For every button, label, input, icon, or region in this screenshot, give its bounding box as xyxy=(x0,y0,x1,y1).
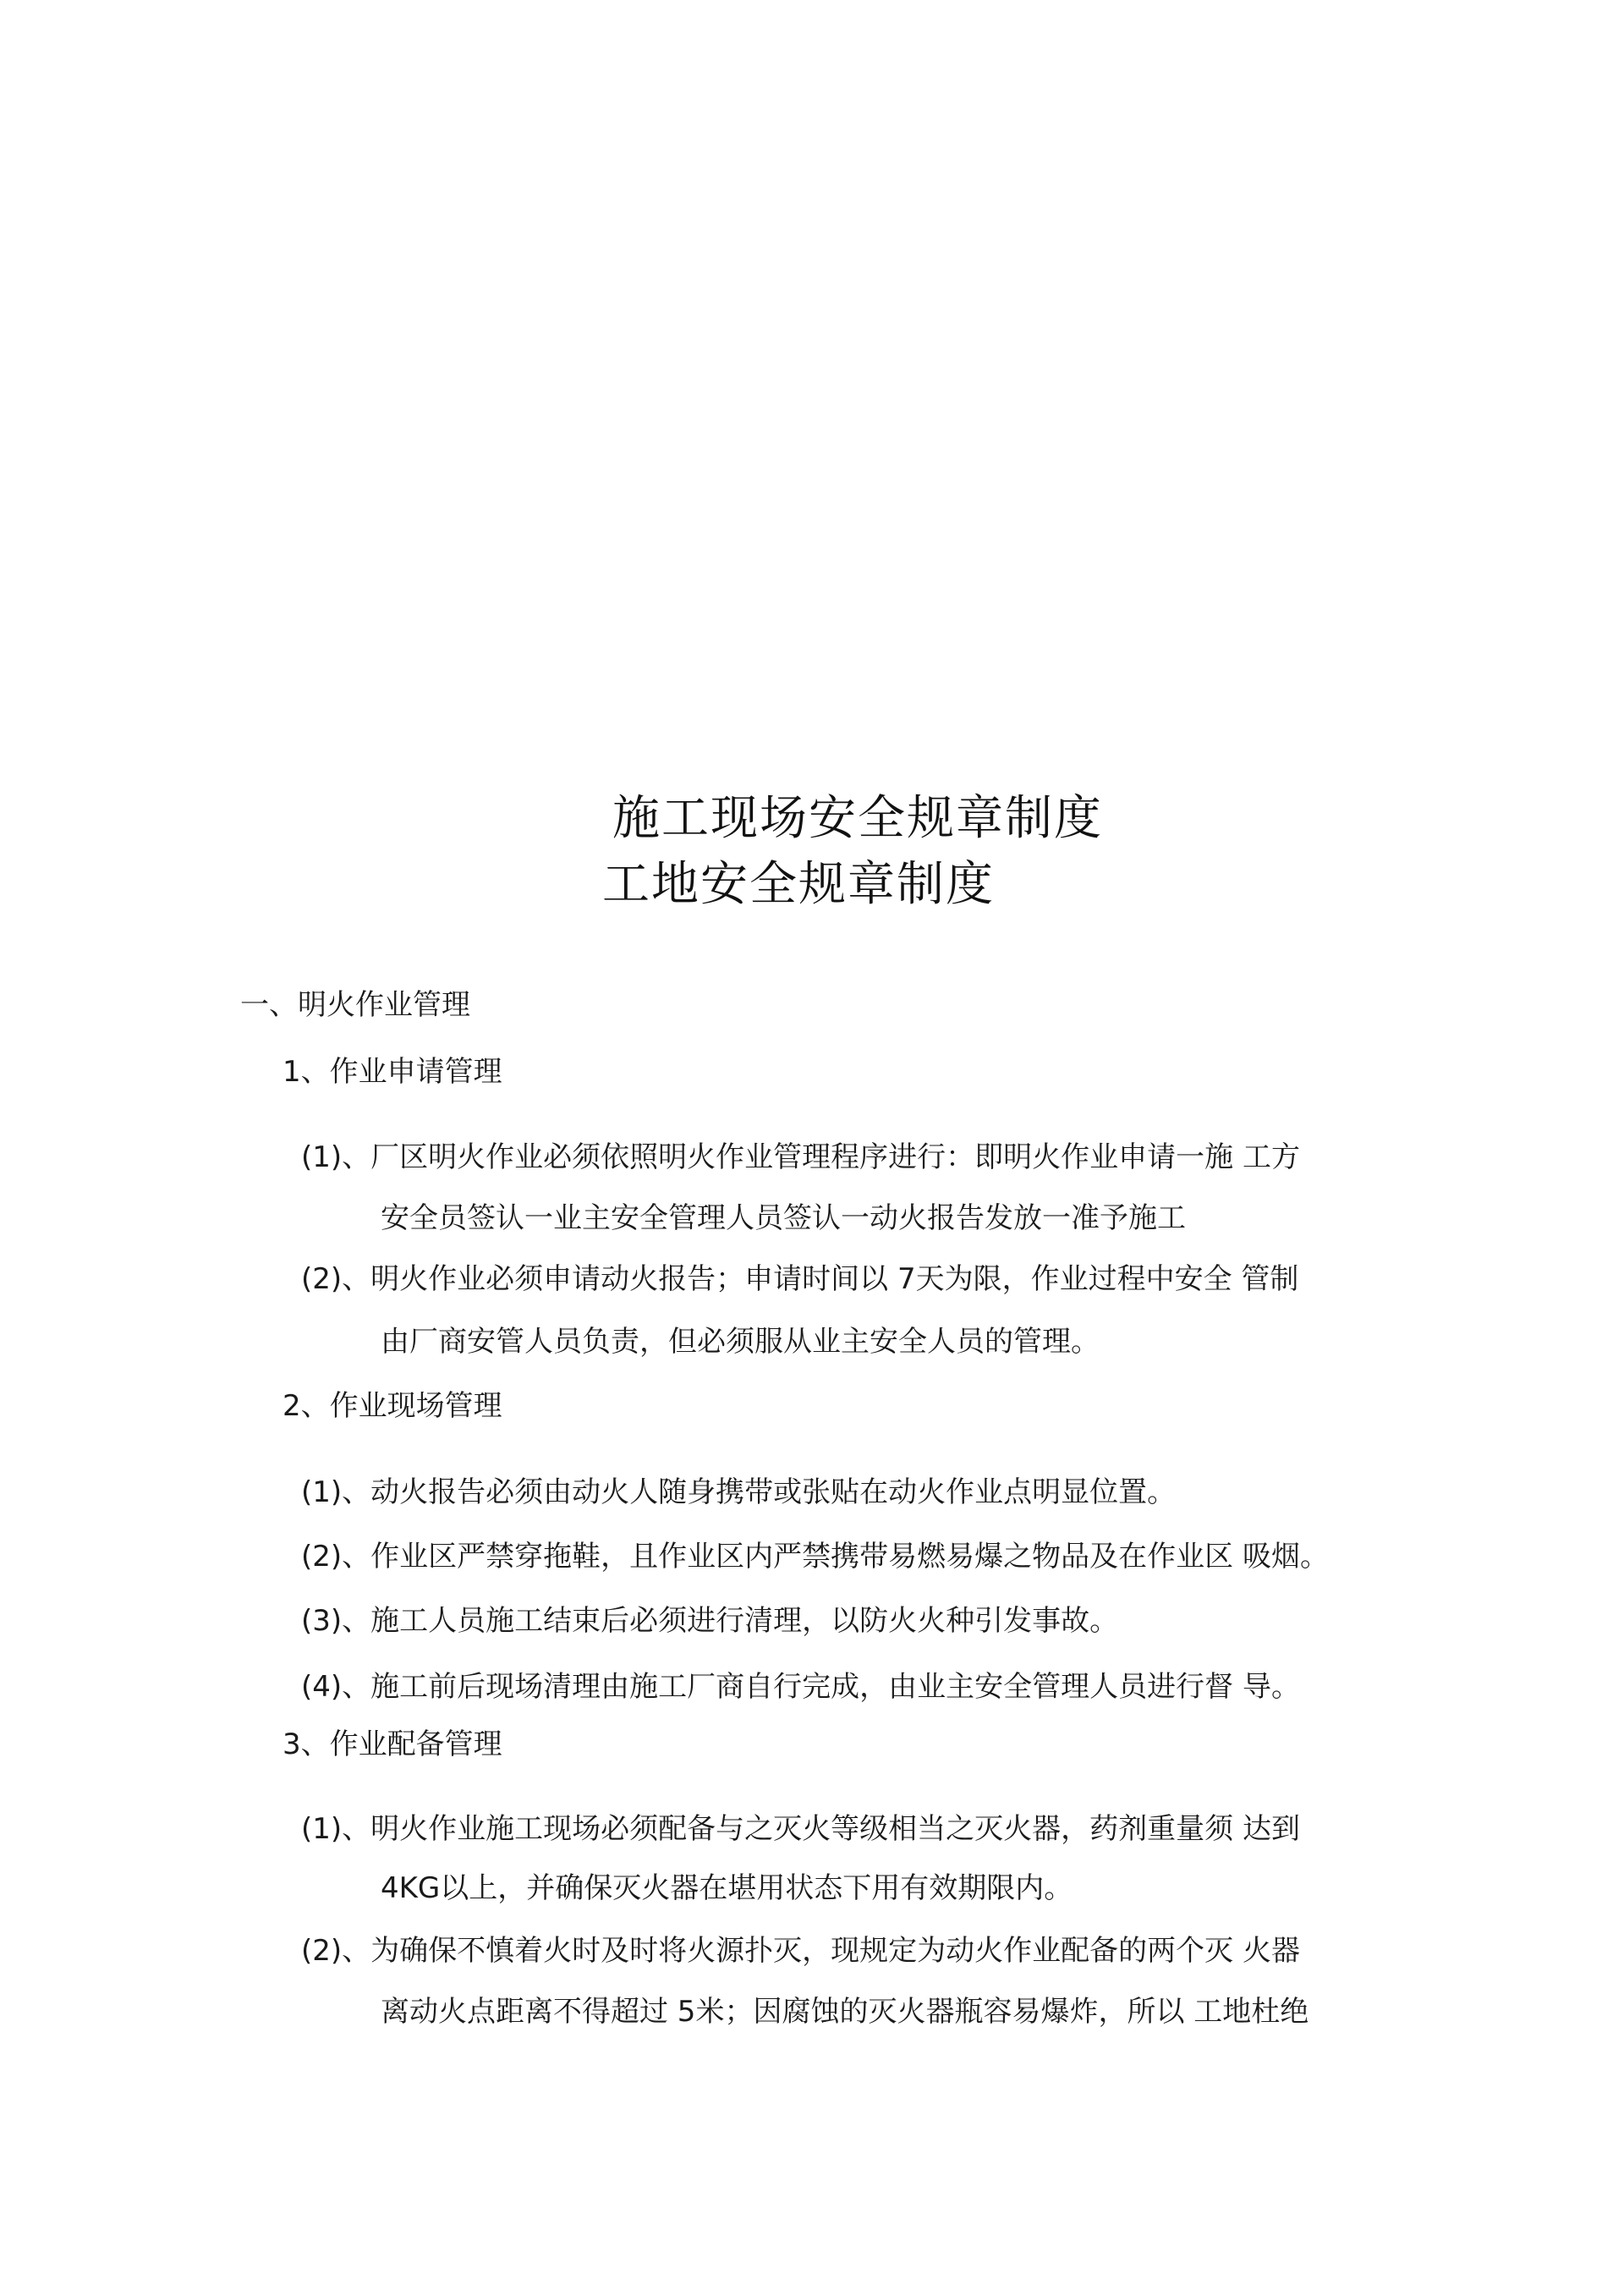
subsection-heading: 2、作业现场管理 xyxy=(283,1389,502,1423)
list-item-continuation: 4KG以上，并确保灭火器在堪用状态下用有效期限内。 xyxy=(381,1871,1073,1905)
list-item-continuation: 离动火点距离不得超过 5米；因腐蚀的灭火器瓶容易爆炸，所以 工地杜绝 xyxy=(381,1995,1309,2029)
list-item: (2)、明火作业必须申请动火报告；申请时间以 7天为限，作业过程中安全 管制 xyxy=(301,1262,1299,1296)
list-item: (1)、明火作业施工现场必须配备与之灭火等级相当之灭火器，药剂重量须 达到 xyxy=(301,1812,1300,1846)
section-heading: 一、明火作业管理 xyxy=(240,988,470,1022)
subsection-heading: 1、作业申请管理 xyxy=(283,1055,502,1089)
document-title: 施工现场安全规章制度 xyxy=(612,791,1103,846)
list-item-continuation: 安全员签认一业主安全管理人员签认一动火报告发放一准予施工 xyxy=(381,1201,1186,1235)
list-item: (4)、施工前后现场清理由施工厂商自行完成，由业主安全管理人员进行督 导。 xyxy=(301,1670,1300,1704)
list-item: (3)、施工人员施工结束后必须进行清理，以防火火种引发事故。 xyxy=(301,1604,1119,1638)
list-item: (2)、为确保不慎着火时及时将火源扑灭，现规定为动火作业配备的两个灭 火器 xyxy=(301,1934,1300,1968)
list-item-continuation: 由厂商安管人员负责，但必须服从业主安全人员的管理。 xyxy=(381,1325,1100,1359)
list-item: (1)、厂区明火作业必须依照明火作业管理程序进行：即明火作业申请一施 工方 xyxy=(301,1140,1300,1174)
list-item: (2)、作业区严禁穿拖鞋，且作业区内严禁携带易燃易爆之物品及在作业区 吸烟。 xyxy=(301,1540,1329,1574)
document-subtitle: 工地安全规章制度 xyxy=(602,857,995,912)
subsection-heading: 3、作业配备管理 xyxy=(283,1727,502,1761)
list-item: (1)、动火报告必须由动火人随身携带或张贴在动火作业点明显位置。 xyxy=(301,1475,1177,1509)
